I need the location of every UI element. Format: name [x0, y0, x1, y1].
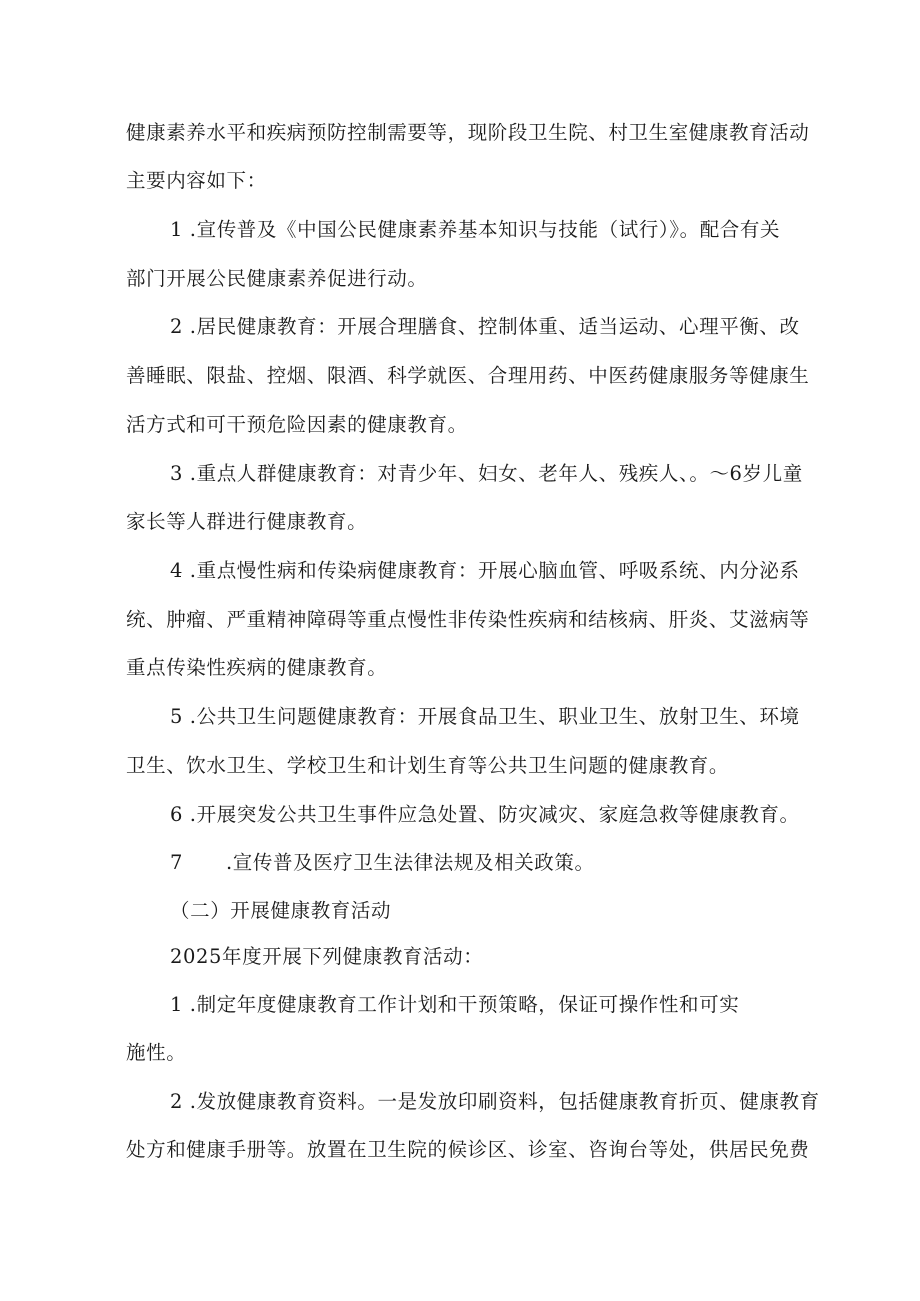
- list-item-3-line: 3 .重点人群健康教育：对青少年、妇女、老年人、残疾人、。〜6岁儿童: [170, 462, 803, 485]
- list-item-2-line: 善睡眠、限盐、控烟、限酒、科学就医、合理用药、中医药健康服务等健康生: [126, 364, 810, 387]
- list-item-1-line: 部门开展公民健康素养促进行动。: [126, 267, 428, 290]
- activity-item-2-line: 处方和健康手册等。放置在卫生院的候诊区、诊室、咨询台等处，供居民免费: [126, 1138, 810, 1161]
- activity-item-2-line: 2 .发放健康教育资料。一是发放印刷资料，包括健康教育折页、健康教育: [170, 1090, 820, 1113]
- paragraph-line: 主要内容如下：: [126, 169, 267, 192]
- list-item-7-line: .宣传普及医疗卫生法律法规及相关政策。: [226, 851, 595, 874]
- list-item-4-line: 重点传染性疾病的健康教育。: [126, 656, 388, 679]
- section-heading: （二）开展健康教育活动: [170, 899, 392, 922]
- activity-item-1-line: 施性。: [126, 1041, 187, 1064]
- list-item-5-line: 卫生、饮水卫生、学校卫生和计划生育等公共卫生问题的健康教育。: [126, 754, 730, 777]
- activity-item-1-line: 1 .制定年度健康教育工作计划和干预策略，保证可操作性和可实: [170, 993, 740, 1016]
- list-item-1-line: 1 .宣传普及《中国公民健康素养基本知识与技能（试行）》。配合有关: [170, 218, 781, 241]
- list-item-5-line: 5 .公共卫生问题健康教育：开展食品卫生、职业卫生、放射卫生、环境: [170, 705, 800, 728]
- section-intro: 2025年度开展下列健康教育活动：: [170, 945, 484, 968]
- list-item-2-line: 2 .居民健康教育：开展合理膳食、控制体重、适当运动、心理平衡、改: [170, 315, 800, 338]
- paragraph-line: 健康素养水平和疾病预防控制需要等，现阶段卫生院、村卫生室健康教育活动: [126, 121, 810, 144]
- list-item-7-number: 7: [170, 851, 184, 874]
- list-item-4-line: 统、肿瘤、严重精神障碍等重点慢性非传染性疾病和结核病、肝炎、艾滋病等: [126, 608, 810, 631]
- list-item-4-line: 4 .重点慢性病和传染病健康教育：开展心脑血管、呼吸系统、内分泌系: [170, 559, 800, 582]
- list-item-6-line: 6 .开展突发公共卫生事件应急处置、防灾减灾、家庭急救等健康教育。: [170, 803, 800, 826]
- list-item-2-line: 活方式和可干预危险因素的健康教育。: [126, 413, 468, 436]
- list-item-3-line: 家长等人群进行健康教育。: [126, 510, 368, 533]
